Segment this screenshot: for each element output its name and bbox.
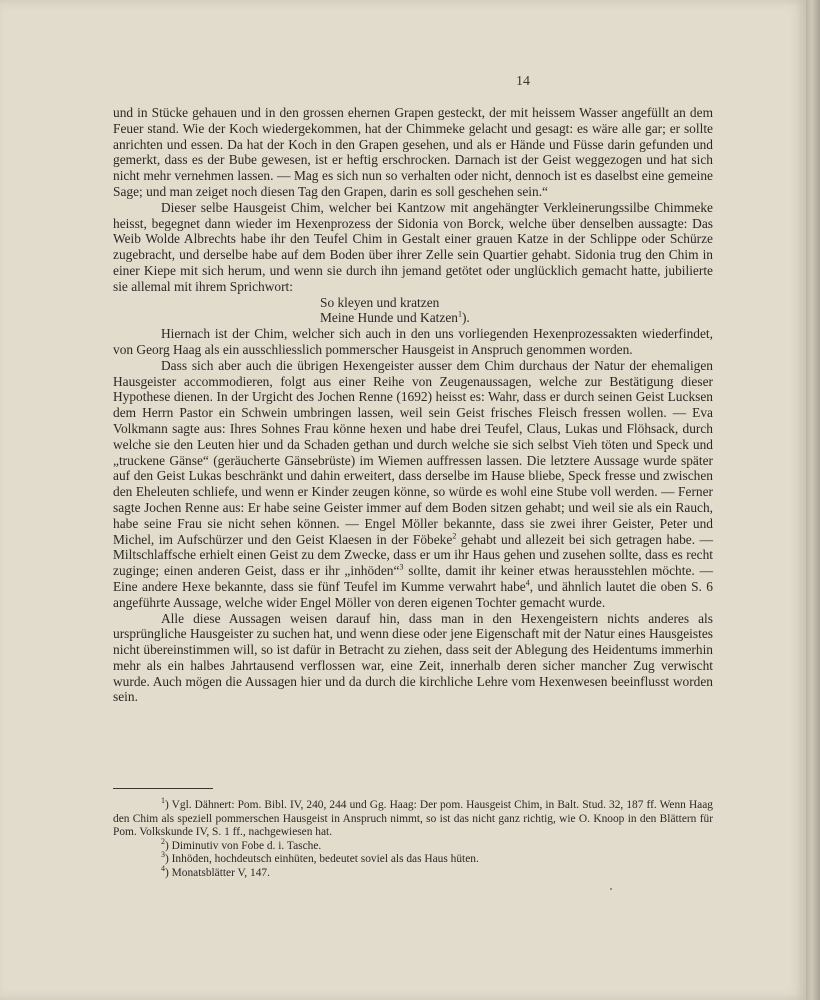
- footnote-mark: 3: [161, 850, 165, 860]
- footnote-text: ) Vgl. Dähnert: Pom. Bibl. IV, 240, 244 und Gg. Haag: Der pom. Hausgeist Chim, in Balt. Stud. 32, 187 ff. Wenn Haag den Chim als speziell pommerschen Hausgeist in Anspruch nimmt, so ist das nicht ganz richtig, wie O. Knoop in den Blättern für Pom. Volkskunde IV, S. 1 ff., nachgewiesen hat.: [113, 799, 713, 839]
- main-text: [113, 105, 713, 705]
- paragraph-4-part-1: Dass sich aber auch die übrigen Hexengeister ausser dem Chim durchaus der Natur der ehemaligen Hausgeister accommodieren, folgt aus einer Reihe von Zeugenaussagen, welche zur Bestätigung dieser Hypothese dienen. In der Urgicht des Jochen Renne (1692) heisst es: Wahr, dass er durch seinen Geist Lucksen dem Herrn Pastor ein Schwein umbringen lassen, weil sein Geist frisches Fleisch fressen wollen. — Eva Volkmann sagte aus: Ihres Sohnes Frau könne hexen und habe drei Teufel, Claus, Lukas und Flöhsack, durch welche sie den Leuten hier und da Schaden gethan und durch welche sie sich selbst Vieh töten und Speck und „truckene Gänse“ (geräucherte Gänsebrüste) im Wiemen auffressen lassen. Die letztere Aussage wurde später auf den Geist Lukas beschränkt und dahin erweitert, dass derselbe im Hause bliebe, Speck fresse und zwischen den Eheleuten schliefe, und wenn er Kinder zeugen könne, so würde es wohl eine Stube voll werden. — Ferner sagte Jochen Renne aus: Er habe seine Geister immer auf dem Boden sitzen gehabt; und weil sie als ein Rauch, habe seine Frau sie nicht sehen können. — Engel Möller bekannte, dass sie zwei ihrer Geister, Peter und Michel, im Aufschürzer und den Geist Klaesen in der Föbeke: [113, 357, 713, 547]
- paragraph-4-part-4: , und ähnlich lautet die oben S. 6 angeführte Aussage, welche wider Engel Möller von deren eigenen Tochter gemacht wurde.: [113, 578, 713, 610]
- footnote-ref-4: 4: [525, 578, 530, 588]
- footnotes: [113, 796, 713, 881]
- footnote-mark: 1: [161, 796, 165, 806]
- paper-speck: [610, 888, 612, 890]
- paragraph-4-part-3: sollte, damit ihr keiner etwas herausstehlen möchte. — Eine andere Hexe bekannte, dass sie fünf Teufel im Kumme verwahrt habe: [113, 563, 713, 594]
- footnote-text: ) Diminutiv von Fobe d. i. Tasche.: [165, 839, 322, 852]
- paragraph-4: [113, 358, 713, 611]
- verse-end: ).: [461, 310, 470, 326]
- page-edge: [806, 0, 820, 1000]
- footnote-ref-1: 1: [457, 309, 462, 319]
- footnote-4: [113, 864, 713, 881]
- paragraph-3: Hiernach ist der Chim, welcher sich auch in den uns vorliegenden Hexenprozessakten wiederfindet, von Georg Haag als ein ausschliesslich pommerscher Hausgeist in Anspruch genommen worden.: [113, 326, 713, 357]
- footnote-separator: [113, 788, 213, 789]
- paragraph-1: und in Stücke gehauen und in den grossen ehernen Grapen gesteckt, der mit heissem Wasser angefüllt an dem Feuer stand. Wie der Koch wiedergekommen, hat der Chimmeke gelacht und gesagt: es wäre alle gar; er sollte anrichten und essen. Da hat der Koch in den Grapen gesehen, und als er Hände und Füsse darin gefunden und gemerkt, dass es der Bube gewesen, ist er heftig erschrocken. Darnach ist der Geist weggezogen und hat sich nicht mehr vernehmen lassen. — Mag es sich nun so verhalten oder nicht, dennoch ist es daselbst eine gemeine Sage; und man zeiget noch diesen Tag den Grapen, darin es soll geschehen sein.“: [113, 105, 713, 199]
- paragraph-5: Alle diese Aussagen weisen darauf hin, dass man in den Hexengeistern nichts anderes als ursprüngliche Hausgeister zu suchen hat, und wenn diese oder jene Eigenschaft mit der Natur eines Hausgeistes nicht übereinstimmen will, so ist dafür in Betracht zu ziehen, dass seit der Ablegung des Heidentums immerhin mehr als ein halbes Jahrtausend verflossen war, eine Zeit, innerhalb deren sicher mancher Zug verwischt wurde. Auch mögen die Aussagen hier und da durch die kirchliche Lehre vom Hexenwesen beeinflusst worden sein.: [113, 610, 713, 705]
- paragraph-2: Dieser selbe Hausgeist Chim, welcher bei Kantzow mit angehängter Verkleinerungssilbe Chimmeke heisst, begegnet dann wieder im Hexenprozess der Sidonia von Borck, welche über denselben aussagte: Das Weib Wolde Albrechts habe ihr den Teufel Chim in Gestalt einer grauen Katze in der Schlippe oder Schürze zugebracht, und derselbe habe auf dem Boden über ihrer Zelle sein Quartier gehabt. Sidonia trug den Chim in einer Kiepe mit sich herum, und wenn sie durch ihn jemand getötet oder unglücklich gemacht hatte, jubilierte sie allemal mit ihrem Sprichwort:: [113, 199, 713, 294]
- verse-text: Meine Hunde und Katzen: [320, 310, 458, 326]
- footnote-ref-2: 2: [452, 531, 457, 541]
- footnote-mark: 2: [161, 836, 165, 846]
- verse-line-2: [113, 310, 713, 326]
- footnote-text: ) Monatsblätter V, 147.: [165, 866, 270, 879]
- footnote-mark: 4: [161, 864, 165, 874]
- verse-line-1: So kleyen und kratzen: [320, 294, 440, 310]
- paragraph-4-part-2: gehabt und allezeit bei sich getragen habe. — Miltschlaffsche erhielt einen Geist zu dem Zwecke, dass er um ihr Haus gehen und zusehen sollte, dass es recht zuginge; einen anderen Geist, dass er ihr „inhöden“: [113, 531, 713, 579]
- footnote-2: [113, 836, 713, 854]
- footnote-text: ) Inhöden, hochdeutsch einhüten, bedeutet soviel als das Haus hüten.: [165, 853, 479, 866]
- footnote-3: [113, 850, 713, 867]
- footnote-1: [113, 796, 713, 840]
- page-number: 14: [516, 74, 530, 89]
- footnote-ref-3: 3: [399, 562, 404, 572]
